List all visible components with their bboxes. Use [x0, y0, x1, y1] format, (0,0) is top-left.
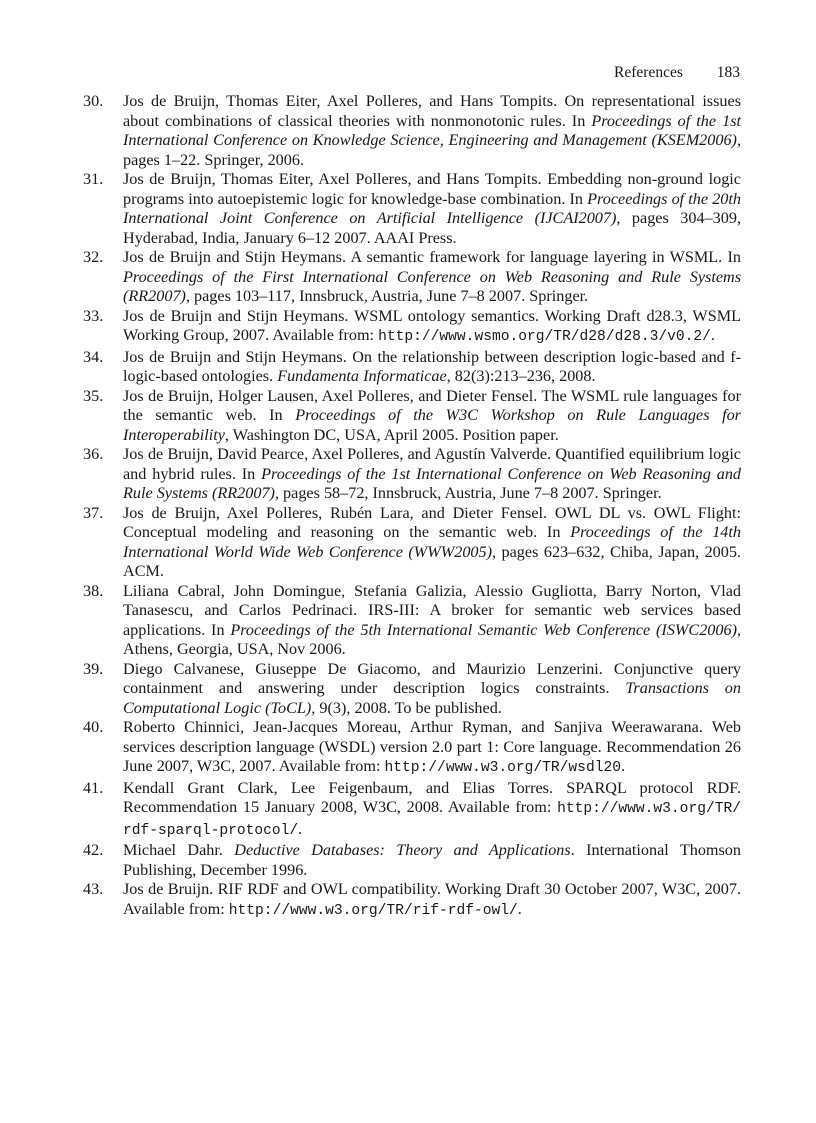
- reference-venue: Proceedings of the First International Conference on Web Reasoning and Rule Systems (RR2007): [123, 267, 741, 305]
- reference-details: , pages 58–72, Innsbruck, Austria, June 7–8 2007. Springer.: [274, 484, 662, 502]
- reference-venue: Proceedings of the 5th International Semantic Web Conference (ISWC2006): [230, 620, 737, 639]
- reference-item: [83, 660, 741, 719]
- reference-details: . International Thomson Publishing, December 1996.: [123, 841, 741, 879]
- reference-item: [83, 348, 741, 387]
- reference-number: 36.: [83, 445, 104, 463]
- reference-url[interactable]: http:/​/​www.w3.org/​TR/​rif-rdf-owl/​: [228, 902, 518, 919]
- reference-text: Jos de Bruijn and Stijn Heymans. On the relationship between description logic-based and f-logic-based ontologies.: [123, 347, 741, 385]
- reference-end: .: [298, 819, 303, 838]
- reference-details: , Athens, Georgia, USA, Nov 2006.: [123, 620, 742, 658]
- reference-venue: Transactions on Computational Logic (ToCL): [123, 679, 741, 717]
- reference-item: [83, 307, 741, 348]
- reference-venue: Proceedings of the 14th International World Wide Web Conference (WWW2005): [123, 523, 741, 561]
- reference-number: 43.: [83, 880, 104, 898]
- reference-url[interactable]: http:/​/​www.w3.org/​TR/​wsdl20: [384, 760, 621, 776]
- reference-item: [83, 92, 741, 170]
- reference-number: 40.: [83, 718, 104, 736]
- reference-item: [83, 504, 741, 582]
- reference-number: 32.: [83, 248, 104, 266]
- reference-item: [83, 718, 741, 779]
- reference-number: 30.: [83, 92, 104, 110]
- reference-text: Michael Dahr.: [123, 841, 235, 859]
- reference-item: [83, 880, 741, 921]
- reference-details: , 9(3), 2008. To be published.: [311, 698, 502, 717]
- section-title: References: [614, 64, 683, 81]
- reference-item: [83, 841, 741, 880]
- reference-details: , pages 304–309, Hyderabad, India, January 6–12 2007. AAAI Press.: [123, 209, 741, 247]
- reference-text: Liliana Cabral, John Domingue, Stefania Galizia, Alessio Gugliotta, Barry Norton, Vlad Tanasescu, and Carlos Pedrinaci. IRS-III: A broker for semantic web services based applications. In: [123, 581, 741, 639]
- page-number: 183: [716, 64, 740, 81]
- reference-url[interactable]: http:/​/​www.wsmo.org/​TR/​d28/​d28.3/​v0.2/​: [378, 329, 711, 345]
- reference-venue: Fundamenta Informaticae: [277, 367, 447, 385]
- reference-end: .: [710, 326, 715, 344]
- reference-text: Jos de Bruijn, Thomas Eiter, Axel Polleres, and Hans Tompits. Embedding non-ground logic programs into autoepistemic logic for knowledge-base combination. In: [123, 170, 741, 208]
- reference-item: [83, 582, 741, 660]
- reference-text: Jos de Bruijn. RIF RDF and OWL compatibility. Working Draft 30 October 2007, W3C, 2007. Available from:: [123, 880, 741, 918]
- reference-text: Jos de Bruijn and Stijn Heymans. A semantic framework for language layering in WSML. In: [123, 248, 741, 266]
- reference-list: [83, 92, 741, 921]
- reference-number: 31.: [83, 170, 104, 188]
- reference-item: [83, 445, 741, 504]
- reference-venue: Proceedings of the 20th International Joint Conference on Artificial Intelligence (IJCAI2007): [123, 189, 741, 227]
- reference-number: 37.: [83, 503, 104, 522]
- reference-text: Kendall Grant Clark, Lee Feigenbaum, and Elias Torres. SPARQL protocol RDF. Recommendation 15 January 2008, W3C, 2008. Available from:: [123, 778, 741, 816]
- reference-item: [83, 170, 741, 248]
- reference-number: 39.: [83, 659, 104, 678]
- reference-number: 33.: [83, 306, 104, 325]
- reference-text: Roberto Chinnici, Jean-Jacques Moreau, Arthur Ryman, and Sanjiva Weerawarana. Web services description language (WSDL) version 2.0 part 1: Core language. Recommendation 26 June 2007, W3C, 2007. Available from:: [123, 718, 741, 775]
- reference-details: , pages 103–117, Innsbruck, Austria, June 7–8 2007. Springer.: [185, 287, 589, 305]
- reference-details: , pages 1–22. Springer, 2006.: [123, 131, 741, 169]
- reference-number: 38.: [83, 581, 104, 600]
- reference-venue: Proceedings of the W3C Workshop on Rule Languages for Interoperability: [123, 406, 741, 444]
- running-head: [614, 63, 740, 83]
- reference-text: Jos de Bruijn, Holger Lausen, Axel Polleres, and Dieter Fensel. The WSML rule languages for the semantic web. In: [123, 386, 741, 424]
- reference-end: .: [517, 899, 522, 918]
- reference-venue: Deductive Databases: Theory and Applications: [234, 841, 571, 859]
- reference-end: .: [620, 757, 626, 775]
- reference-text: Jos de Bruijn, David Pearce, Axel Polleres, and Agustín Valverde. Quantified equilibrium logic and hybrid rules. In: [123, 445, 741, 483]
- reference-number: 35.: [83, 386, 104, 405]
- reference-details: , Washington DC, USA, April 2005. Position paper.: [224, 425, 559, 444]
- reference-item: [83, 387, 741, 446]
- reference-url[interactable]: http:/​/​www.w3.org/​TR/​rdf-sparql-protocol/​: [123, 801, 741, 839]
- reference-item: [83, 248, 741, 307]
- reference-venue: Proceedings of the 1st International Conference on Knowledge Science, Engineering and Management (KSEM2006): [123, 111, 741, 149]
- reference-text: Jos de Bruijn and Stijn Heymans. WSML ontology semantics. Working Draft d28.3, WSML Working Group, 2007. Available from:: [123, 306, 741, 344]
- reference-text: Jos de Bruijn, Thomas Eiter, Axel Polleres, and Hans Tompits. On representational issues about combinations of classical theories with nonmonotonic rules. In: [123, 92, 741, 130]
- reference-item: [83, 779, 741, 842]
- reference-details: , pages 623–632, Chiba, Japan, 2005. ACM.: [123, 542, 741, 580]
- reference-text: Jos de Bruijn, Axel Polleres, Rubén Lara, and Dieter Fensel. OWL DL vs. OWL Flight: Conceptual modeling and reasoning on the semantic web. In: [123, 503, 741, 541]
- reference-text: Diego Calvanese, Giuseppe De Giacomo, and Maurizio Lenzerini. Conjunctive query containment and answering under description logics constraints.: [123, 659, 741, 697]
- reference-details: , 82(3):213–236, 2008.: [446, 367, 596, 385]
- reference-number: 41.: [83, 778, 104, 797]
- reference-venue: Proceedings of the 1st International Conference on Web Reasoning and Rule Systems (RR2007): [123, 464, 742, 502]
- reference-number: 34.: [83, 347, 104, 366]
- reference-number: 42.: [83, 841, 104, 859]
